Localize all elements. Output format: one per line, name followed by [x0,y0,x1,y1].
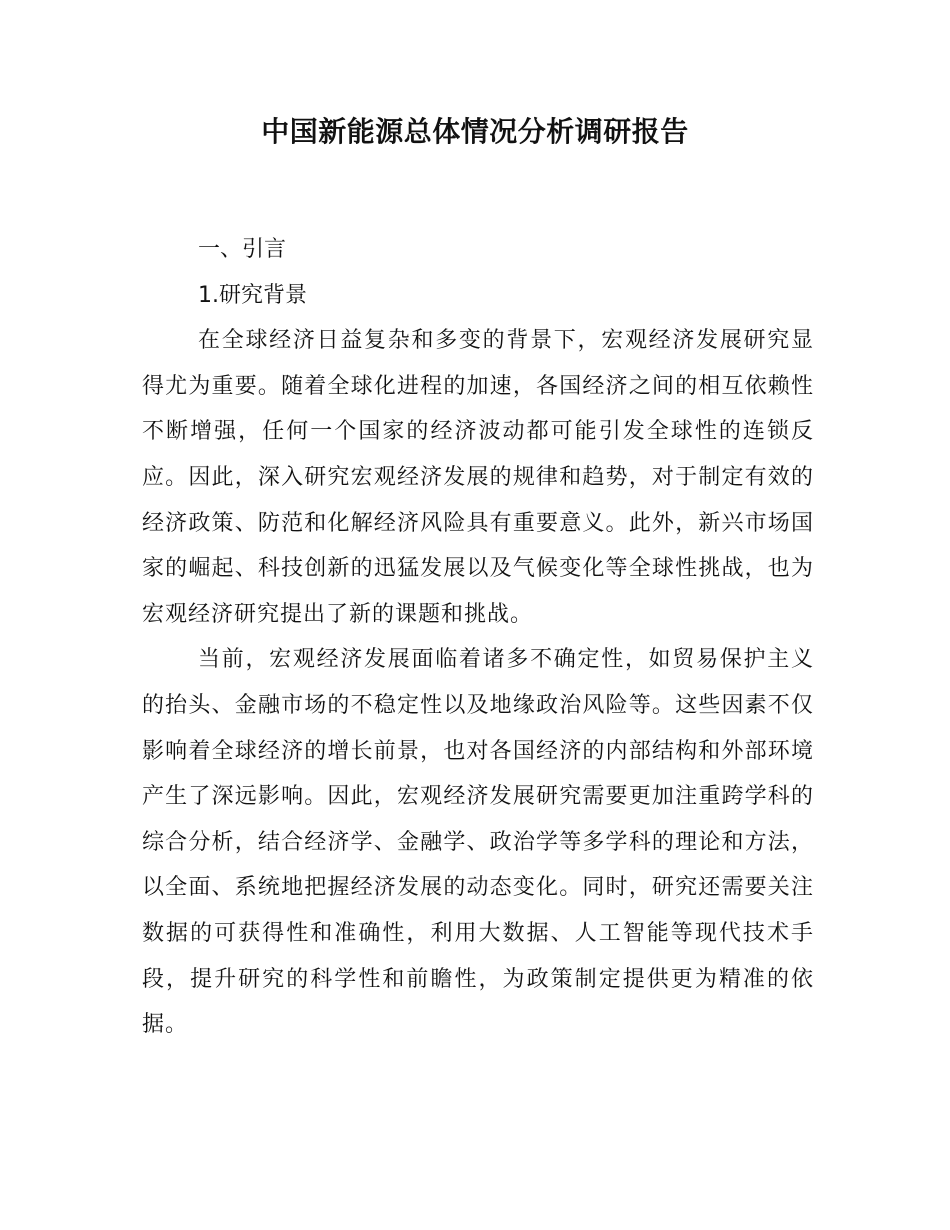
section-heading: 一、引言 [198,237,287,262]
paragraph: 当前，宏观经济发展面临着诸多不确定性，如贸易保护主义的抬头、金融市场的不稳定性以及地缘政治风险等。这些因素不仅影响着全球经济的增长前景，也对各国经济的内部结构和外部环境产生了深远影响。因此，宏观经济发展研究需要更加注重跨学科的综合分析，结合经济学、金融学、政治学等多学科的理论和方法，以全面、系统地把握经济发展的动态变化。同时，研究还需要关注数据的可获得性和准确性，利用大数据、人工智能等现代技术手段，提升研究的科学性和前瞻性，为政策制定提供更为精准的依据。 [142,647,814,1038]
document-title: 中国新能源总体情况分析调研报告 [261,115,689,148]
document-body [142,227,814,1048]
paragraph: 在全球经济日益复杂和多变的背景下，宏观经济发展研究显得尤为重要。随着全球化进程的加速，各国经济之间的相互依赖性不断增强，任何一个国家的经济波动都可能引发全球性的连锁反应。因此，深入研究宏观经济发展的规律和趋势，对于制定有效的经济政策、防范和化解经济风险具有重要意义。此外，新兴市场国家的崛起、科技创新的迅猛发展以及气候变化等全球性挑战，也为宏观经济研究提出了新的课题和挑战。 [142,328,814,627]
subsection-heading: 1.研究背景 [198,282,307,308]
